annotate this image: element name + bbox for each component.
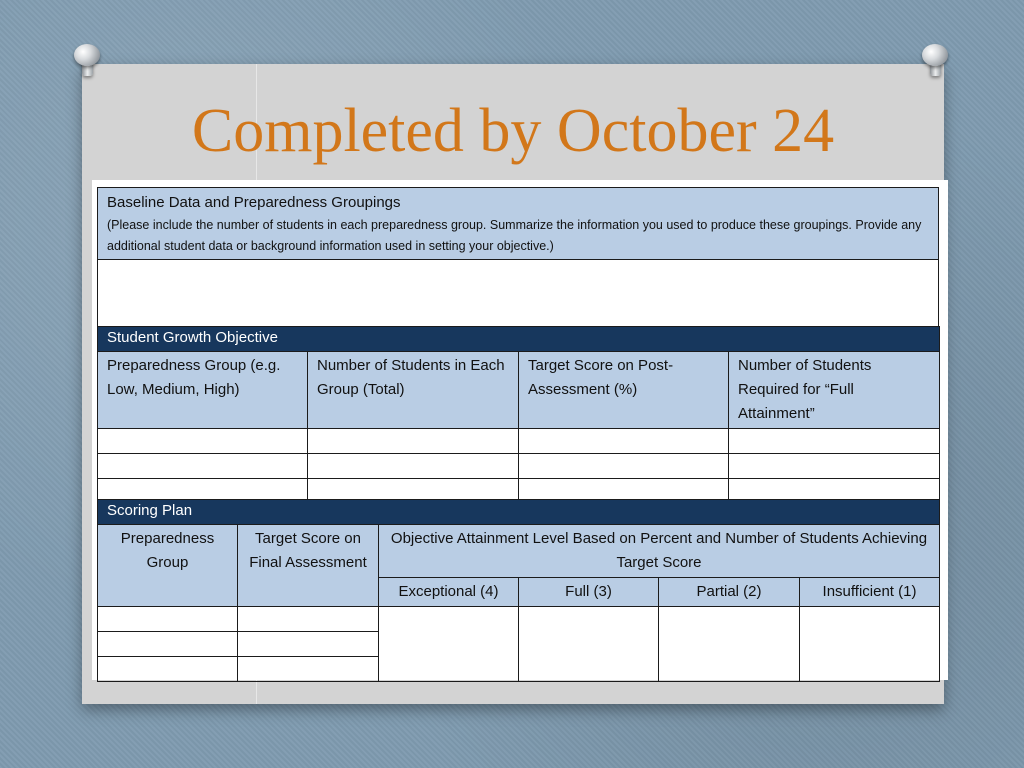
scoring-heading: Scoring Plan <box>98 500 940 525</box>
scoring-col-group: Preparedness Group <box>98 525 238 607</box>
table-cell[interactable] <box>308 429 519 454</box>
table-cell[interactable] <box>308 454 519 479</box>
table-cell[interactable] <box>98 429 308 454</box>
baseline-heading: Baseline Data and Preparedness Groupings <box>107 194 401 211</box>
baseline-note: (Please include the number of students in each preparedness group. Summarize the information you used to produce these groupings. Provide any additional student data or background information used in setting your objective.) <box>107 218 922 253</box>
table-cell[interactable] <box>238 657 379 682</box>
baseline-section <box>97 187 939 333</box>
level-full: Full (3) <box>519 578 659 607</box>
scoring-section <box>97 499 940 682</box>
growth-col-group: Preparedness Group (e.g. Low, Medium, High) <box>98 352 308 429</box>
table-cell[interactable] <box>98 454 308 479</box>
level-insufficient: Insufficient (1) <box>800 578 940 607</box>
growth-heading: Student Growth Objective <box>98 327 940 352</box>
growth-col-target: Target Score on Post-Assessment (%) <box>519 352 729 429</box>
table-cell[interactable] <box>98 607 238 632</box>
scoring-col-levels: Objective Attainment Level Based on Percent and Number of Students Achieving Target Score <box>379 525 940 578</box>
growth-section <box>97 326 940 504</box>
growth-col-count: Number of Students in Each Group (Total) <box>308 352 519 429</box>
growth-col-required: Number of Students Required for “Full Attainment” <box>729 352 940 429</box>
table-cell[interactable] <box>519 607 659 682</box>
table-cell[interactable] <box>800 607 940 682</box>
table-cell[interactable] <box>659 607 800 682</box>
level-partial: Partial (2) <box>659 578 800 607</box>
table-cell[interactable] <box>519 429 729 454</box>
table-cell[interactable] <box>729 454 940 479</box>
table-cell[interactable] <box>98 632 238 657</box>
table-cell[interactable] <box>519 454 729 479</box>
table-cell[interactable] <box>238 632 379 657</box>
table-row <box>98 454 940 479</box>
form-table <box>92 180 948 680</box>
pushpin-icon <box>70 44 104 78</box>
slide-title: Completed by October 24 <box>191 97 835 165</box>
table-cell[interactable] <box>98 657 238 682</box>
table-cell[interactable] <box>238 607 379 632</box>
table-row <box>98 429 940 454</box>
baseline-header-cell <box>98 188 939 260</box>
table-cell[interactable] <box>379 607 519 682</box>
pushpin-icon <box>918 44 952 78</box>
table-row <box>98 607 940 632</box>
baseline-entry-cell[interactable] <box>98 260 939 333</box>
level-exceptional: Exceptional (4) <box>379 578 519 607</box>
scoring-col-target: Target Score on Final Assessment <box>238 525 379 607</box>
table-cell[interactable] <box>729 429 940 454</box>
